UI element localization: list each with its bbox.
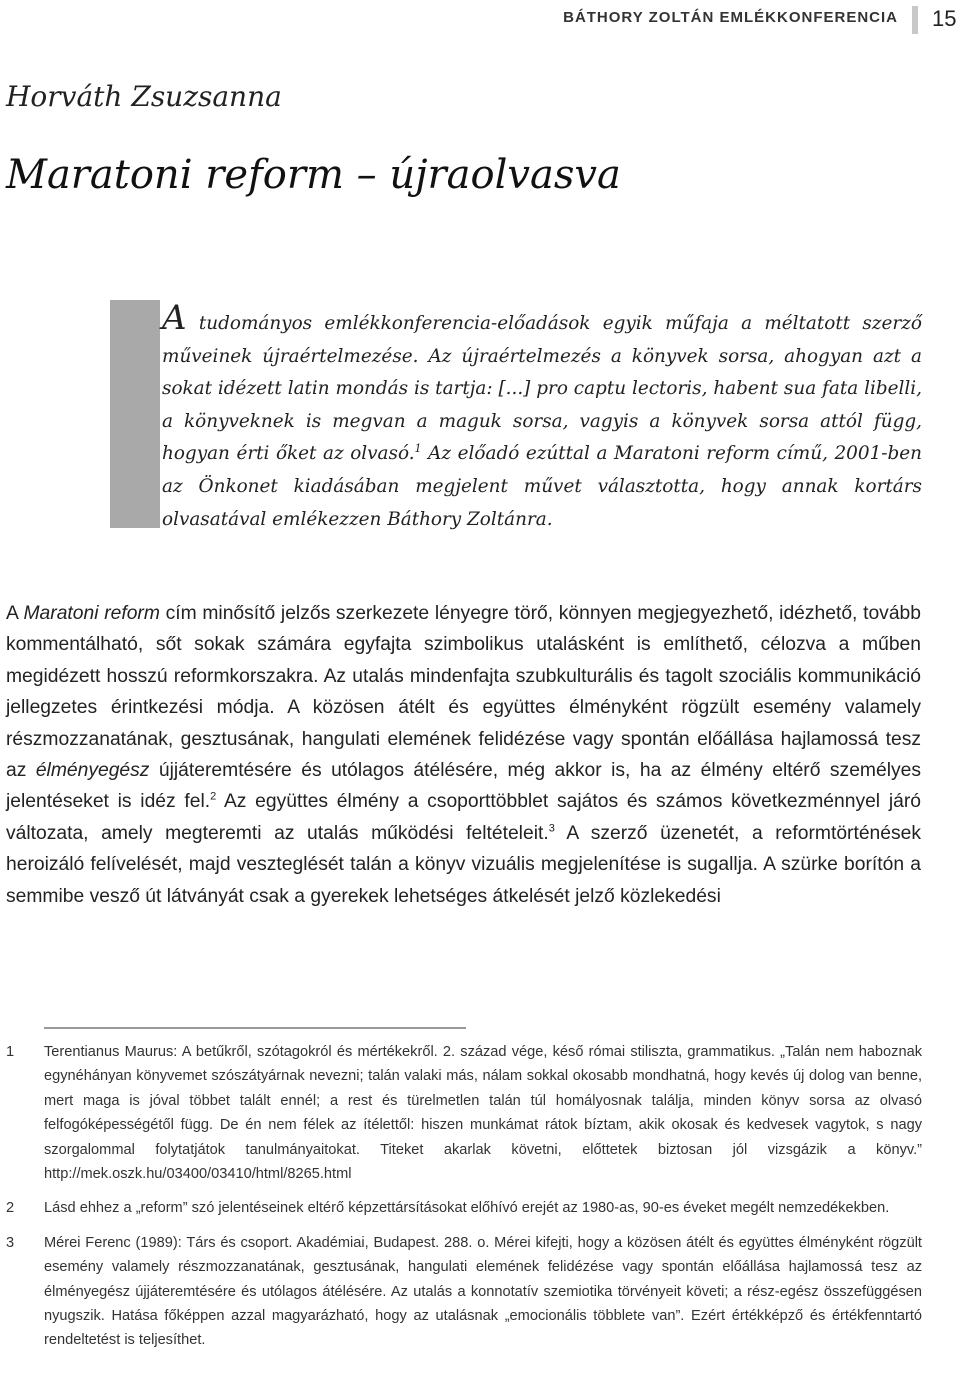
footnote-ref-3[interactable]: 3 — [548, 822, 555, 835]
body-text-3: újjáteremtésére és utólagos átélésére, még akkor is, ha az élmény eltérő személyes jelentéseket is idéz fel. — [6, 760, 921, 813]
footnote-ref-2[interactable]: 2 — [210, 791, 217, 804]
running-header — [0, 6, 960, 32]
footnote-divider — [44, 1027, 466, 1029]
term-italic: élményegész — [35, 760, 150, 782]
footnote-text: Lásd ehhez a „reform” szó jelentéseinek eltérő képzettársításokat előhívó erejét az 1980-as, 90-es éveket megélt nemzedékekben. — [44, 1200, 890, 1217]
abstract-initial: A — [162, 298, 187, 338]
body-text-2: cím minősítő jelzős szerkezete lényegre törő, könnyen megjegyezhető, idézhető, tovább kommentálható, sőt sokak számára egyfajta szimbolikus utalásként is említhető, célozva a műben megidézett hosszú reformkorszakra. Az utalás mindenfajta szubkulturális és tagolt szociális kommunikáció jellegzetes érintkezési módja. A közösen átélt és együttes élményként rögzült esemény valamely részmozzanatának, gesztusának, hangulati elemének felidézése vagy spontán előállása hajlamossá tesz az — [6, 603, 921, 782]
footnote-3 — [6, 1231, 922, 1353]
header-separator — [912, 6, 918, 34]
article-title: Maratoni reform – újraolvasva — [6, 152, 621, 198]
footnote-1 — [6, 1040, 922, 1186]
body-paragraph — [6, 598, 921, 912]
footnote-text: Terentianus Maurus: A betűkről, szótagokról és mértékekről. 2. század vége, késő római stiliszta, grammatikus. „Talán nem haboznak egynéhányan könyvemet szószátyárnak nevezni; talán valaki más, nálam sokkal okosabb mondhatná, hogy kevés új dolog van benne, mert maga is jóval többet talált ennél; a rest és türelmetlen talán túl homályosnak találja, minden könyv sorsa az olvasó felfogóképességétől függ. De én nem félek az ítélettől: hiszen munkámat rátok bíztam, akik okosak és kedvesek vagytok, s nagy szorgalommal folytatjátok tanulmányaitokat. Titeket akarlak követni, előttetek biztosan jól vizsgázik a könyv.” http://mek.oszk.hu/03400/03410/html/8265.html — [44, 1044, 922, 1183]
footnote-ref-1[interactable]: 1 — [414, 442, 422, 456]
body-text-4: Az együttes élmény a csoporttöbblet sajátos és számos következménnyel járó változata, amely megteremti az utalás működési feltételeit. — [6, 791, 921, 844]
footnote-text: Mérei Ferenc (1989): Társ és csoport. Akadémiai, Budapest. 288. o. Mérei kifejti, hogy a közösen átélt és együttes élményként rögzült esemény valamely részmozzanatának, gesztusának, hangulati elemének felidézése vagy spontán előállása hajlamossá tesz az élményegész újjáteremtésére és utólagos átélésére. Az utalás a konnotatív szemiotika törvényeit követi; a rész-egész összefüggésen nyugszik. Hatása főképpen azzal magyarázható, hogy az utalásnak „emocionális többlete van”. Ezért értékképző és értékfenntartó rendeltetést is teljesíthet. — [44, 1234, 922, 1349]
page-number: 15 — [932, 6, 957, 31]
footnote-number: 3 — [6, 1234, 15, 1251]
abstract — [162, 298, 922, 536]
conference-name: BÁTHORY ZOLTÁN EMLÉKKONFERENCIA — [563, 9, 898, 26]
body-text-1: A — [6, 603, 24, 624]
footnote-2 — [6, 1196, 922, 1220]
footnote-number: 2 — [6, 1200, 15, 1217]
footnote-number: 1 — [6, 1044, 15, 1060]
author-name: Horváth Zsuzsanna — [6, 80, 282, 113]
body-text-5: A szerző üzenetét, a reformtörténések heroizáló felívelését, majd veszteglését talán a könyv vizuális megjelenítése is sugallja. A szürke borítón a semmibe vesző út látványát csak a gyerekek lehetséges átkelését jelző közlekedési — [6, 822, 921, 907]
abstract-text-2: Az előadó ezúttal a Maratoni reform című, 2001-ben az Önkonet kiadásában megjelent művet választotta, hogy annak kortárs olvasatával emlékezzen Báthory Zoltánra. — [162, 443, 922, 530]
book-title-italic: Maratoni reform — [23, 603, 160, 624]
decorative-grey-bar — [110, 300, 160, 528]
abstract-text-1: tudományos emlékkonferencia-előadások egyik műfaja a méltatott szerző műveinek újraértelmezése. Az újraértelmezés a könyvek sorsa, ahogyan azt a sokat idézett latin mondás is tartja: [...] pro captu lectoris, habent sua fata libelli, a könyveknek is megvan a maguk sorsa, vagyis a könyvek sorsa attól függ, hogyan érti őket az olvasó. — [162, 313, 922, 465]
footnotes — [6, 1040, 922, 1363]
